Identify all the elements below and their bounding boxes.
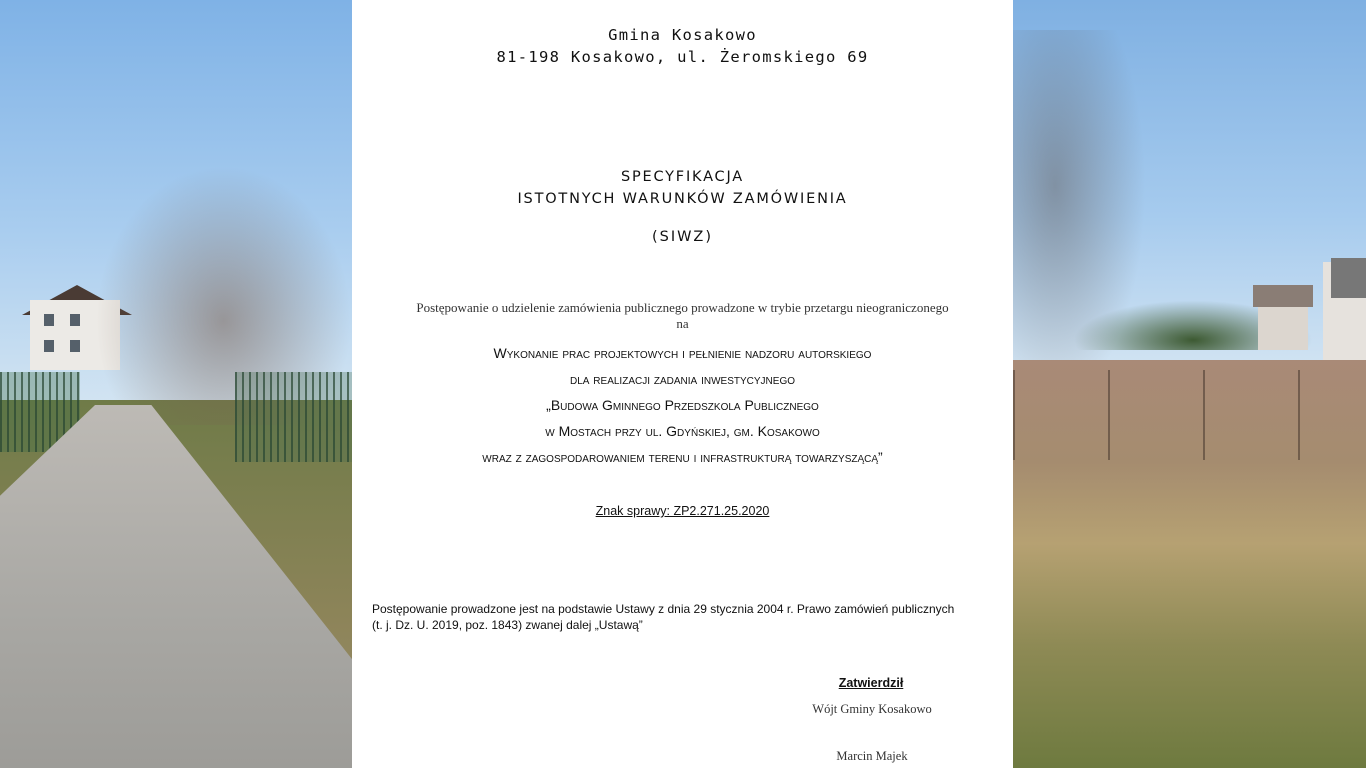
house-window [44,340,54,352]
approved-label: Zatwierdził [838,676,904,690]
document-page [352,0,1013,768]
background-photo-left [0,0,352,768]
subject-line-1: Wykonanie prac projektowych i pełnienie nadzoru autorskiego [493,345,872,361]
municipality-address: 81-198 Kosakowo, ul. Żeromskiego 69 [496,48,869,66]
house-window [70,340,80,352]
subject-line-2: dla realizacji zadania inwestycyjnego [569,371,796,387]
case-number: Znak sprawy: ZP2.271.25.2020 [595,504,770,518]
document-title [352,166,1013,210]
intro-line-1: Postępowanie o udzielenie zamówienia publicznego prowadzone w trybie przetargu nieograniczonego [416,300,949,315]
field-fence [1013,370,1366,460]
house-window [44,314,54,326]
subject-line-5: wraz z zagospodarowaniem terenu i infrastrukturą towarzyszącą” [482,449,883,465]
contract-subject [352,340,1013,470]
house-window [70,314,80,326]
subject-line-3: „Budowa Gminnego Przedszkola Publicznego [546,397,819,413]
procedure-intro [352,300,1013,332]
intro-line-2: na [676,316,689,331]
legal-line-1: Postępowanie prowadzone jest na podstawie Ustawy z dnia 29 stycznia 2004 r. Prawo zamówień publicznych [372,602,955,616]
municipality-name: Gmina Kosakowo [608,26,757,44]
signer-role: Wójt Gminy Kosakowo [812,702,932,716]
title-line-1: SPECYFIKACJA [620,169,745,185]
house-roof [1331,258,1366,298]
subject-line-4: w Mostach przy ul. Gdyńskiej, gm. Kosakowo [545,423,820,439]
legal-line-2: (t. j. Dz. U. 2019, poz. 1843) zwanej dalej „Ustawą” [372,618,643,632]
title-line-2: ISTOTNYCH WARUNKÓW ZAMÓWIENIA [517,191,848,207]
background-photo-right [1013,0,1366,768]
document-header [352,24,1013,68]
fence [235,372,352,462]
legal-basis [372,601,992,633]
title-abbreviation: (SIWZ) [651,229,714,245]
house-roof [1253,285,1313,307]
signer-name: Marcin Majek [836,749,908,763]
